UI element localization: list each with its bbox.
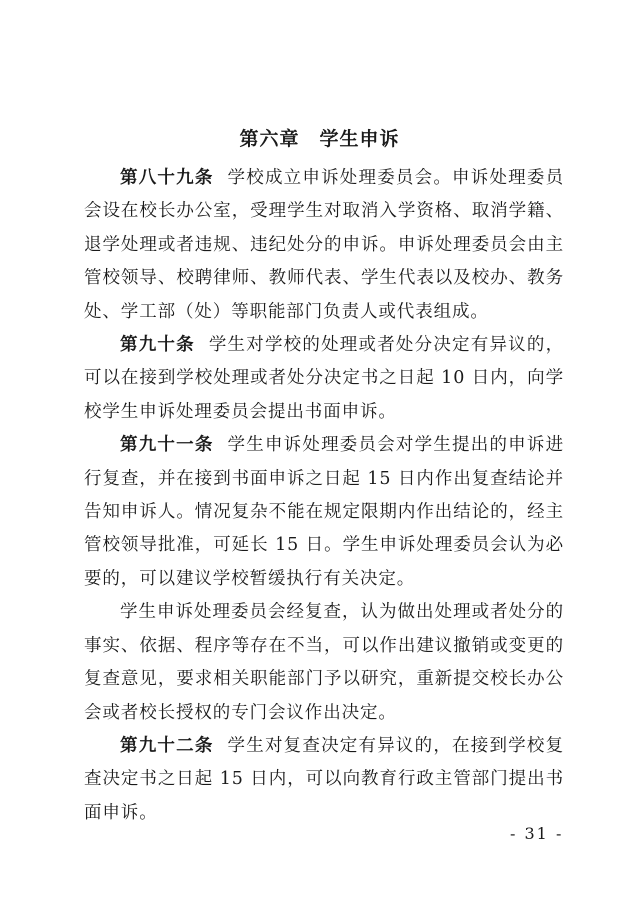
paragraph-text: 学校成立申诉处理委员会。申诉处理委员会设在校长办公室，受理学生对取消入学资格、取消学籍、退学处理或者违规、违纪处分的申诉。申诉处理委员会由主管校领导、校聘律师、教师代表、学生代表以及校办、教务处、学工部（处）等职能部门负责人或代表组成。	[84, 168, 564, 322]
document-body	[84, 162, 564, 830]
paragraph-article-89	[84, 162, 564, 329]
paragraph-article-91	[84, 429, 564, 596]
chapter-title: 第六章 学生申诉	[239, 128, 400, 150]
paragraph-article-92	[84, 730, 564, 830]
article-number: 第九十条	[120, 335, 195, 356]
paragraph-text: 学生对复查决定有异议的，在接到学校复查决定书之日起 15 日内，可以向教育行政主管部门提出书面申诉。	[84, 735, 564, 823]
paragraph-review-outcome	[84, 596, 564, 730]
article-number: 第九十一条	[120, 435, 214, 456]
paragraph-text: 学生对学校的处理或者处分决定有异议的，可以在接到学校处理或者处分决定书之日起 10 日内，向学校学生申诉处理委员会提出书面申诉。	[84, 335, 564, 422]
article-number: 第九十二条	[120, 735, 214, 756]
page-number: - 31 -	[510, 824, 564, 843]
paragraph-text: 学生申诉处理委员会对学生提出的申诉进行复查，并在接到书面申诉之日起 15 日内作出复查结论并告知申诉人。情况复杂不能在规定限期内作出结论的，经主管校领导批准，可延长 15 日。学生申诉处理委员会认为必要的，可以建议学校暂缓执行有关决定。	[84, 435, 564, 589]
paragraph-text: 学生申诉处理委员会经复查，认为做出处理或者处分的事实、依据、程序等存在不当，可以作出建议撤销或变更的复查意见，要求相关职能部门予以研究，重新提交校长办公会或者校长授权的专门会议作出决定。	[84, 602, 564, 723]
article-number: 第八十九条	[120, 168, 214, 188]
paragraph-article-90	[84, 329, 564, 429]
